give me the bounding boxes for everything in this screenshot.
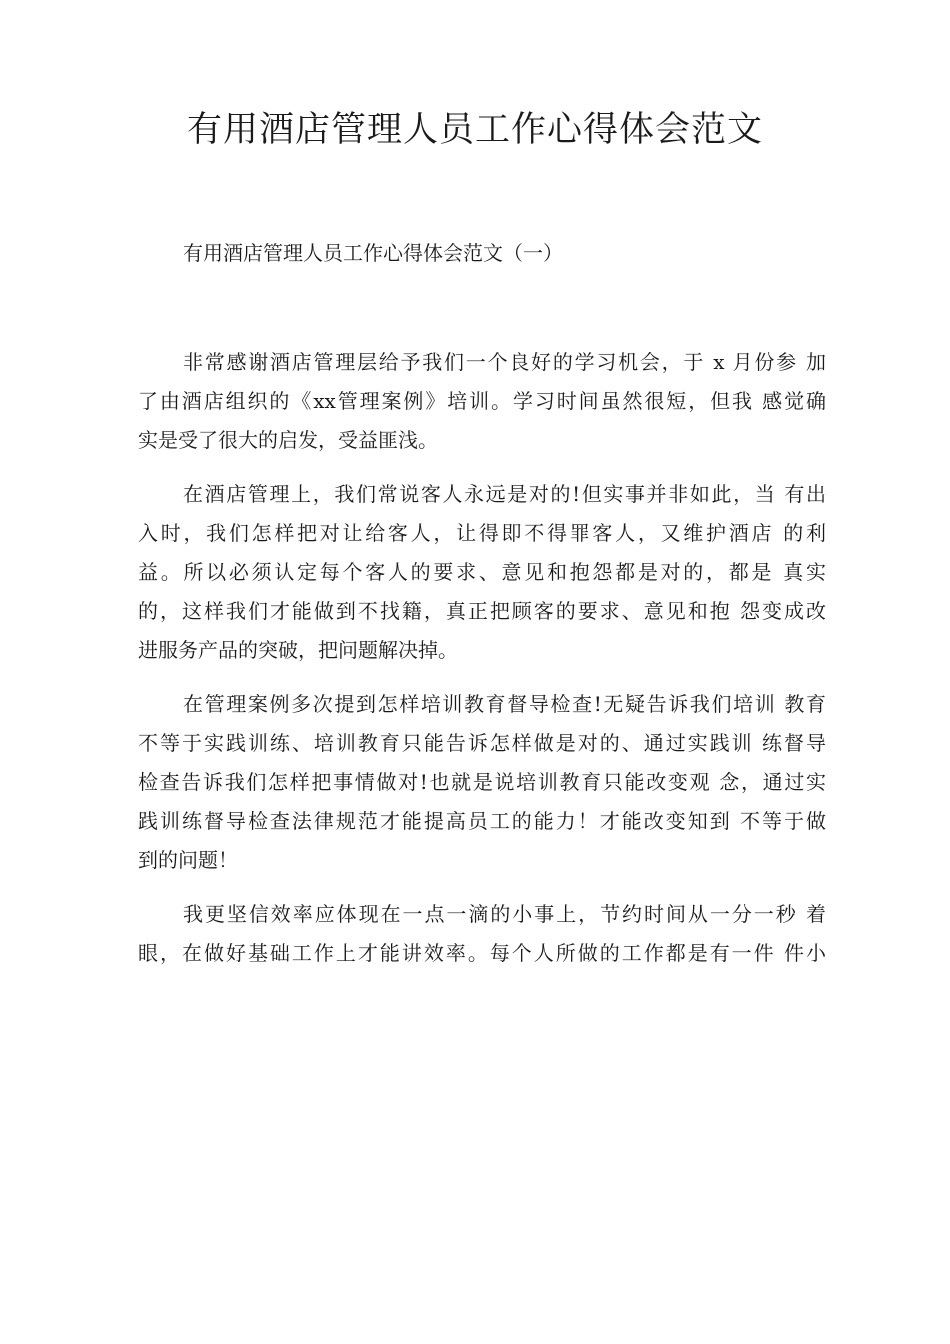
paragraph-line: 入时，我们怎样把对让给客人，让得即不得罪客人，又维护酒店 的利 [138,521,826,545]
paragraph-line: 不等于实践训练、培训教育只能告诉怎样做是对的、通过实践训 练督导 [138,731,826,755]
paragraph-3 [138,685,826,880]
paragraph-line: 践训练督导检查法律规范才能提高员工的能力！才能改变知到 不等于做 [138,809,826,833]
paragraph-line: 非常感谢酒店管理层给予我们一个良好的学习机会，于 x 月份参 加 [183,350,826,374]
paragraph-2 [138,475,826,670]
document-body [138,343,826,988]
paragraph-line: 实是受了很大的启发，受益匪浅。 [138,428,438,452]
paragraph-line: 进服务产品的突破，把问题解决掉。 [138,638,458,662]
paragraph-4 [138,895,826,973]
paragraph-line: 到的问题！ [138,848,238,872]
paragraph-line: 检查告诉我们怎样把事情做对!也就是说培训教育只能改变观 念，通过实 [138,770,826,794]
paragraph-line: 在酒店管理上，我们常说客人永远是对的!但实事并非如此，当 有出 [183,482,826,506]
document-title: 有用酒店管理人员工作心得体会范文 [186,110,763,150]
paragraph-line: 眼，在做好基础工作上才能讲效率。每个人所做的工作都是有一件 件小 [138,941,826,965]
paragraph-line: 了由酒店组织的《xx管理案例》培训。学习时间虽然很短，但我 感觉确 [138,389,826,413]
paragraph-line: 益。所以必须认定每个客人的要求、意见和抱怨都是对的，都是 真实 [138,560,826,584]
paragraph-line: 的，这样我们才能做到不找籍，真正把顾客的要求、意见和抱 怨变成改 [138,599,826,623]
paragraph-1 [138,343,826,460]
section-title: 有用酒店管理人员工作心得体会范文（一） [183,241,563,265]
paragraph-line: 在管理案例多次提到怎样培训教育督导检查!无疑告诉我们培训 教育 [183,692,826,716]
paragraph-line: 我更坚信效率应体现在一点一滴的小事上，节约时间从一分一秒 着 [183,902,826,926]
